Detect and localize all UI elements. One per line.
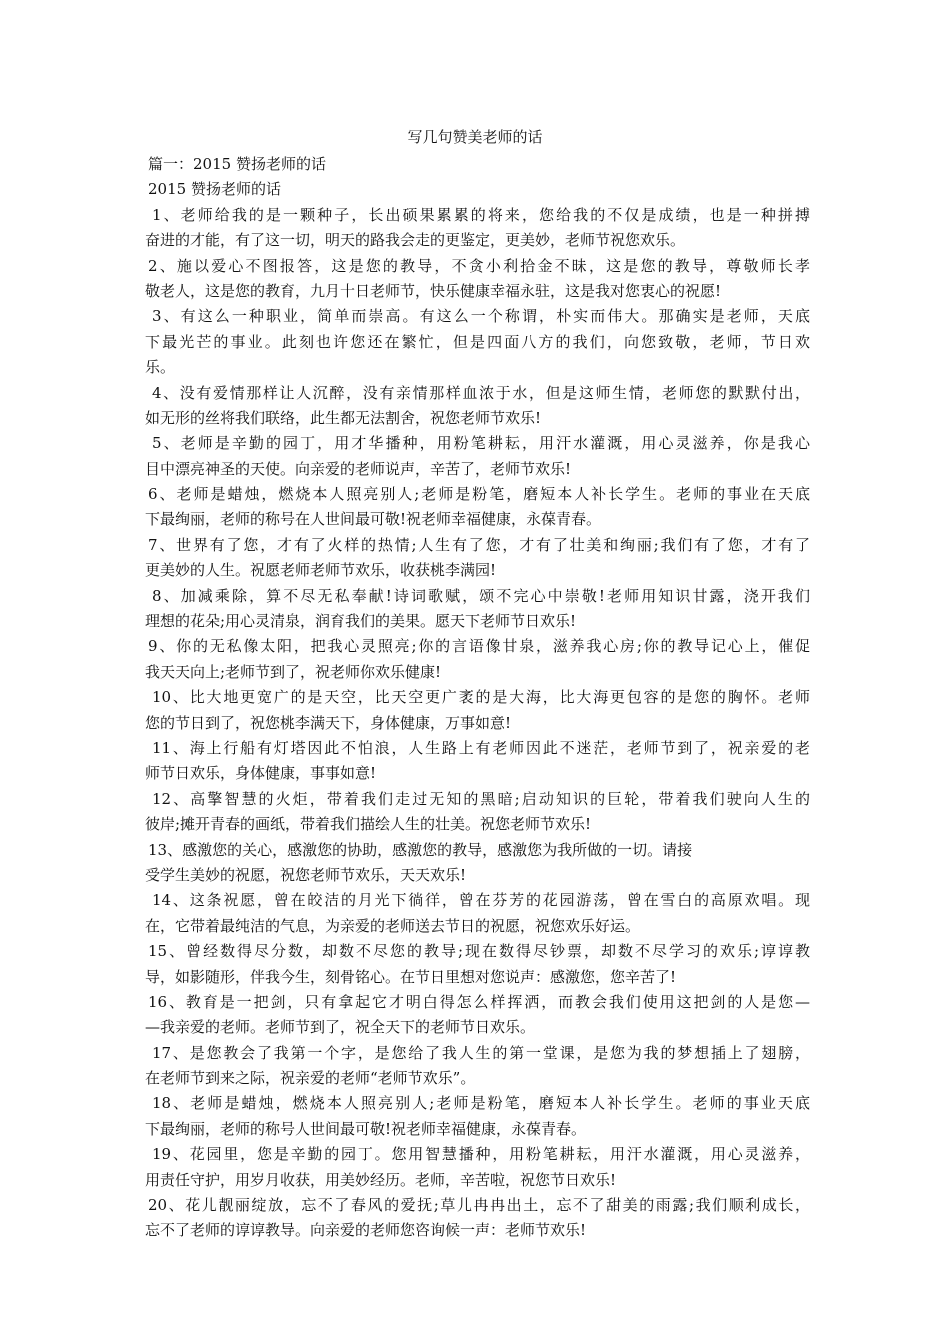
text-line: 我天天向上;老师节到了，祝老师你欢乐健康! [145,662,442,681]
text-line: 敬老人，这是您的教育，九月十日老师节，快乐健康幸福永驻，这是我对您衷心的祝愿! [145,281,722,300]
text-line: 11、海上行船有灯塔因此不怕浪，人生路上有老师因此不迷茫，老师节到了，祝亲爱的老 [152,738,810,757]
text-line: 在老师节到来之际，祝亲爱的老师“老师节欢乐”。 [145,1069,476,1088]
text-line: 下最绚丽，老师的称号人世间最可敬!祝老师幸福健康，永葆青春。 [145,1119,587,1138]
text-line: 20、花儿靓丽绽放，忘不了春风的爱抚;草儿冉冉出土，忘不了甜美的雨露;我们顺利成长， [148,1196,810,1215]
text-line: 下最绚丽，老师的称号在人世间最可敬!祝老师幸福健康，永葆青春。 [145,510,602,529]
text-line: 奋进的才能，有了这一切，明天的路我会走的更鉴定，更美妙，老师节祝您欢乐。 [145,231,686,250]
text-line: 15、曾经数得尽分数，却数不尽您的教导;现在数得尽钞票，却数不尽学习的欢乐;谆谆教 [148,942,810,961]
text-line: 乐。 [145,358,176,377]
text-line: 在，它带着最纯洁的气息，为亲爱的老师送去节日的祝愿，祝您欢乐好运。 [145,916,641,935]
text-line: 3、有这么一种职业，简单而崇高。有这么一个称谓，朴实而伟大。那确实是老师，天底 [152,307,810,326]
text-line: 您的节日到了，祝您桃李满天下，身体健康，万事如意! [145,713,512,732]
text-line: 9、你的无私像太阳，把我心灵照亮;你的言语像甘泉，滋养我心房;你的教导记心上，催促 [148,637,810,656]
text-line: 1、老师给我的是一颗种子，长出硕果累累的将来，您给我的不仅是成绩，也是一种拼搏 [152,205,810,224]
text-line: 14、这条祝愿，曾在皎洁的月光下徜徉，曾在芬芳的花园游荡，曾在雪白的高原欢唱。现 [152,891,810,910]
text-line: 7、世界有了您，才有了火样的热情;人生有了您，才有了壮美和绚丽;我们有了您，才有了 [148,535,810,554]
text-line: 彼岸;摊开青春的画纸，带着我们描绘人生的壮美。祝您老师节欢乐! [145,815,592,834]
text-line: 理想的花朵;用心灵清泉，润育我们的美果。愿天下老师节日欢乐! [145,612,577,631]
text-line: 19、花园里，您是辛勤的园丁。您用智慧播种，用粉笔耕耘，用汗水灌溉，用心灵滋养， [152,1145,810,1164]
text-line: 受学生美妙的祝愿，祝您老师节欢乐，天天欢乐! [145,865,467,884]
document-title: 写几句赞美老师的话 [407,128,543,146]
text-line: 8、加减乘除，算不尽无私奉献!诗词歌赋，颂不完心中崇敬!老师用知识甘露，浇开我们 [152,586,810,605]
text-line: 目中漂亮神圣的天使。向亲爱的老师说声，辛苦了，老师节欢乐! [145,459,572,478]
text-line: 如无形的丝将我们联络，此生都无法割舍，祝您老师节欢乐! [145,408,542,427]
text-line: 10、比大地更宽广的是天空，比天空更广袤的是大海，比大海更包容的是您的胸怀。老师 [152,688,810,707]
text-line: —我亲爱的老师。老师节到了，祝全天下的老师节日欢乐。 [145,1018,536,1037]
text-line: 16、教育是一把剑，只有拿起它才明白得怎么样挥洒，而教会我们使用这把剑的人是您— [148,992,810,1011]
text-line: 18、老师是蜡烛，燃烧本人照亮别人;老师是粉笔，磨短本人补长学生。老师的事业天底 [152,1094,810,1113]
text-line: 2015 赞扬老师的话 [148,180,281,199]
text-line: 12、高擎智慧的火炬，带着我们走过无知的黑暗;启动知识的巨轮，带着我们驶向人生的 [152,789,810,808]
text-line: 2、施以爱心不图报答，这是您的教导，不贪小利拾金不昧，这是您的教导，尊敬师长孝 [148,256,810,275]
text-line: 17、是您教会了我第一个字，是您给了我人生的第一堂课，是您为我的梦想插上了翅膀， [152,1043,810,1062]
text-line: 用责任守护，用岁月收获，用美妙经历。老师，辛苦啦，祝您节日欢乐! [145,1170,617,1189]
text-line: 师节日欢乐，身体健康，事事如意! [145,764,377,783]
text-line: 13、感激您的关心，感激您的协助，感激您的教导，感激您为我所做的一切。请接 [148,840,693,859]
text-line: 导，如影随形，伴我今生，刻骨铭心。在节日里想对您说声：感激您，您辛苦了! [145,967,677,986]
text-line: 6、老师是蜡烛，燃烧本人照亮别人;老师是粉笔，磨短本人补长学生。老师的事业在天底 [148,485,810,504]
text-line: 4、没有爱情那样让人沉醉，没有亲情那样血浓于水，但是这师生情，老师您的默默付出， [152,383,810,402]
text-line: 忘不了老师的谆谆教导。向亲爱的老师您咨询候一声：老师节欢乐! [145,1221,587,1240]
text-line: 下最光芒的事业。此刻也许您还在繁忙，但是四面八方的我们，向您致敬，老师，节日欢 [145,332,810,351]
text-line: 更美妙的人生。祝愿老师老师节欢乐，收获桃李满园! [145,561,497,580]
text-line: 篇一：2015 赞扬老师的话 [148,155,326,173]
text-line: 5、老师是辛勤的园丁，用才华播种，用粉笔耕耘，用汗水灌溉，用心灵滋养，你是我心 [152,434,810,453]
document-body [145,152,810,1244]
